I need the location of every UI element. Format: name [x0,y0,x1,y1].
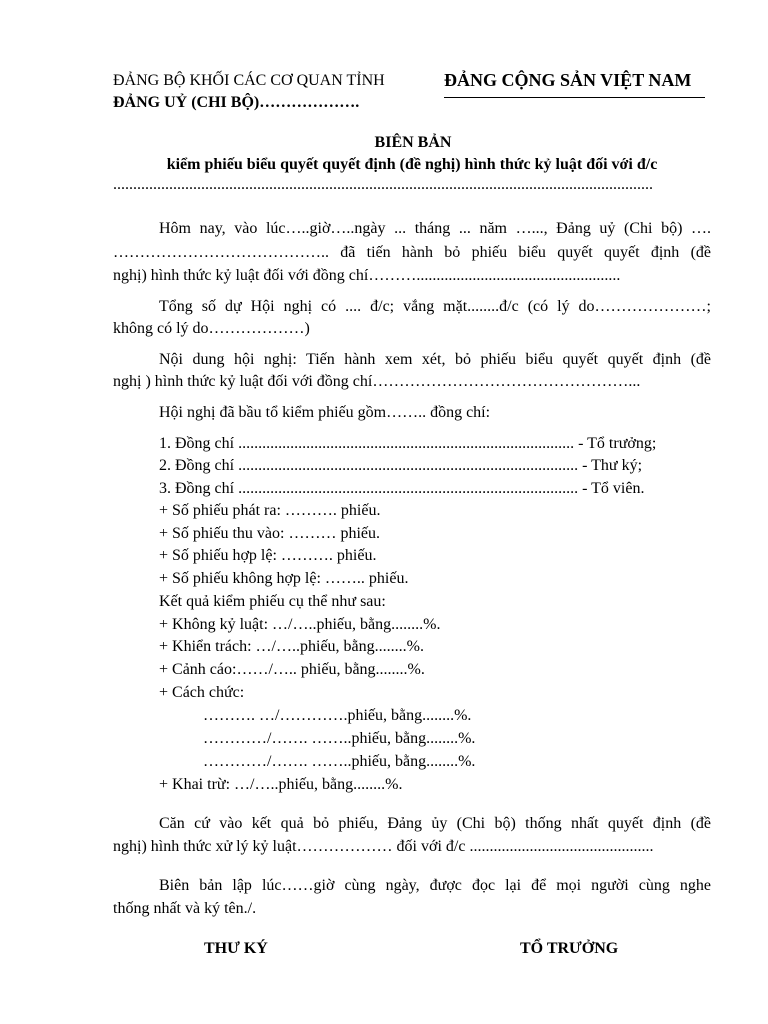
result-item-expulsion: + Khai trừ: …/…..phiếu, bằng........%. [159,776,403,793]
vote-count-item: + Số phiếu thu vào: ……… phiếu. [159,525,381,542]
org-name-line1: ĐẢNG BỘ KHỐI CÁC CƠ QUAN TỈNH [113,72,385,89]
paragraph-4: Hội nghị đã bầu tổ kiểm phiếu gồm…….. đồng chí: [159,404,491,421]
results-intro: Kết quả kiểm phiếu cụ thể như sau: [159,593,386,610]
paragraph-5-line-2: nghị) hình thức xử lý kỷ luật……………… đối với đ/c .............................................. [113,838,654,855]
paragraph-6-line-1: Biên bản lập lúc……giờ cùng ngày, được đọc lại để mọi người cùng nghe [159,877,711,894]
removal-sub-item: …………/……. ……..phiếu, bằng........%. [203,753,476,770]
member-item: 1. Đồng chí .................................................................................... - Tổ trưởng; [159,435,657,452]
paragraph-3-line-1: Nội dung hội nghị: Tiến hành xem xét, bỏ phiếu biểu quyết quyết định (đề [159,351,711,368]
removal-sub-item: ………. …/………….phiếu, bằng........%. [203,707,472,724]
paragraph-3-line-2: nghị ) hình thức kỷ luật đối với đồng chí…………………………………………... [113,373,641,390]
paragraph-2-line-2: không có lý do………………) [113,320,310,337]
leader-signature-label: TỔ TRƯỞNG [520,940,619,957]
vote-count-item: + Số phiếu phát ra: ………. phiếu. [159,502,381,519]
paragraph-1-line-1: Hôm nay, vào lúc…..giờ…..ngày ... tháng ... năm …..., Đảng uỷ (Chi bộ) …. [159,220,711,237]
document-subtitle: kiểm phiếu biểu quyết quyết định (đề nghị) hình thức kỷ luật đối với đ/c [166,156,658,173]
paragraph-6-line-2: thống nhất và ký tên./. [113,900,257,917]
member-item: 3. Đồng chí ..................................................................................... - Tổ viên. [159,480,645,497]
vote-count-item: + Số phiếu không hợp lệ: …….. phiếu. [159,570,409,587]
secretary-signature-label: THƯ KÝ [204,940,268,957]
paragraph-1-line-2: ………………………………….. đã tiến hành bỏ phiếu biểu quyết quyết định (đề [113,244,711,261]
paragraph-5-line-1: Căn cứ vào kết quả bỏ phiếu, Đảng ủy (Chi bộ) thống nhất quyết định (đề [159,815,711,832]
org-name-line2: ĐẢNG UỶ (CHI BỘ)………………. [113,94,360,111]
removal-sub-item: …………/……. ……..phiếu, bằng........%. [203,730,476,747]
party-name-underline [444,97,705,98]
result-item: + Cảnh cáo:……/….. phiếu, bằng........%. [159,661,425,678]
result-item: + Cách chức: [159,684,245,701]
result-item: + Không kỷ luật: …/…..phiếu, bằng........%. [159,616,441,633]
result-item: + Khiển trách: …/…..phiếu, bằng........%. [159,638,424,655]
vote-count-item: + Số phiếu hợp lệ: ………. phiếu. [159,547,377,564]
paragraph-2-line-1: Tổng số dự Hội nghị có .... đ/c; vắng mặt........đ/c (có lý do…………………; [159,298,711,315]
member-item: 2. Đồng chí ..................................................................................... - Thư ký; [159,457,643,474]
document-title: BIÊN BẢN [374,134,452,151]
paragraph-1-line-3: nghị) hình thức kỷ luật đối với đồng chí………................................................... [113,267,621,284]
subtitle-dotted-line: ....................................................................................................................................... [113,176,653,193]
party-name: ĐẢNG CỘNG SẢN VIỆT NAM [444,70,692,90]
